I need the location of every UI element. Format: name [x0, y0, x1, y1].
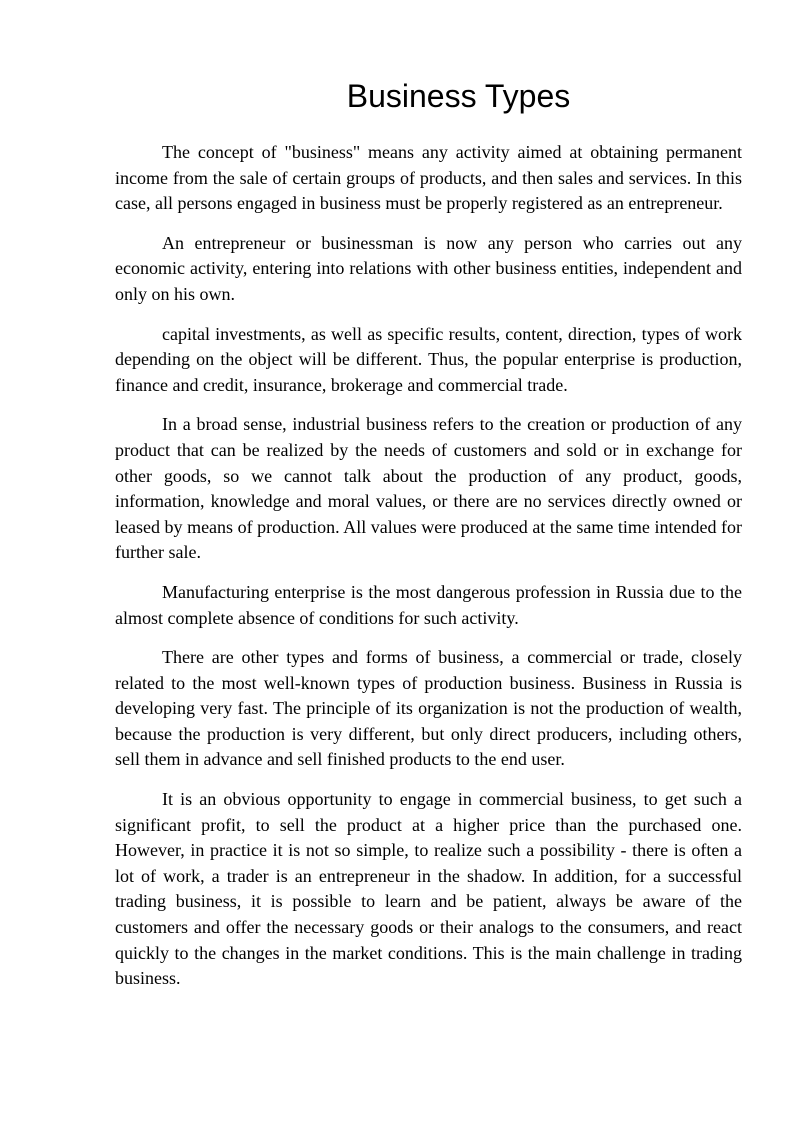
paragraph-2: An entrepreneur or businessman is now any person who carries out any economic activity, entering into relations with other business entities, independent and only on his own.	[115, 232, 742, 304]
paragraph-5: Manufacturing enterprise is the most dangerous profession in Russia due to the almost complete absence of conditions for such activity.	[115, 581, 742, 628]
paragraph-4: In a broad sense, industrial business refers to the creation or production of any product that can be realized by the needs of customers and sold or in exchange for other goods, so we cannot talk about the production of any product, goods, information, knowledge and moral values, or there are no services directly owned or leased by means of production. All values were produced at the same time intended for further sale.	[115, 414, 742, 563]
paragraph-6: There are other types and forms of business, a commercial or trade, closely related to the most well-known types of production business. Business in Russia is developing very fast. The principle of its organization is not the production of wealth, because the production is very different, but only direct producers, including others, sell them in advance and sell finished products to the end user.	[115, 647, 742, 770]
paragraph-1: The concept of "business" means any activity aimed at obtaining permanent income from the sale of certain groups of products, and then sales and services. In this case, all persons engaged in business must be properly registered as an entrepreneur.	[115, 142, 742, 214]
paragraph-3: capital investments, as well as specific results, content, direction, types of work depending on the object will be different. Thus, the popular enterprise is production, finance and credit, insurance, brokerage and commercial trade.	[115, 323, 742, 395]
document-title: Business Types	[346, 78, 571, 114]
paragraph-7: It is an obvious opportunity to engage in commercial business, to get such a significant profit, to sell the product at a higher price than the purchased one. However, in practice it is not so simple, to realize such a possibility - there is often a lot of work, a trader is an entrepreneur in the shadow. In addition, for a successful trading business, it is possible to learn and be patient, always be aware of the customers and offer the necessary goods or their analogs to the consumers, and react quickly to the changes in the market conditions. This is the main challenge in trading business.	[115, 789, 742, 989]
